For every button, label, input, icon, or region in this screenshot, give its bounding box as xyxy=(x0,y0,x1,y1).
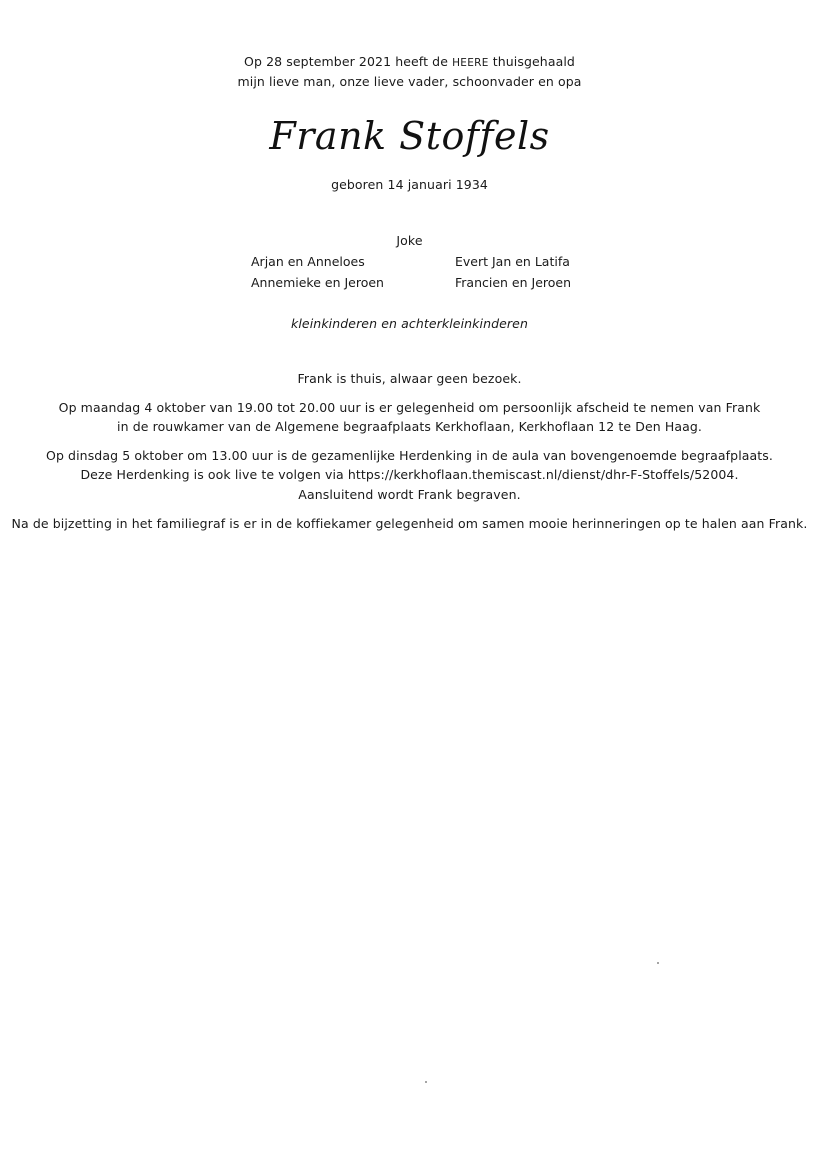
farewell-line-2: in de rouwkamer van de Algemene begraafplaats Kerkhoflaan, Kerkhoflaan 12 te Den Haag. xyxy=(117,419,702,434)
scan-speck xyxy=(657,962,659,964)
intro-text-post: thuisgehaald xyxy=(488,54,575,69)
intro-text-pre: Op 28 september 2021 heeft de xyxy=(244,54,453,69)
deceased-name: Frank Stoffels xyxy=(269,114,550,158)
scan-speck xyxy=(425,1081,427,1083)
spouse-name: Joke xyxy=(396,233,423,248)
child-couple: Evert Jan en Latifa xyxy=(455,254,570,269)
grandchildren-line: kleinkinderen en achterkleinkinderen xyxy=(291,316,528,331)
service-line-2: Deze Herdenking is ook live te volgen via https://kerkhoflaan.themiscast.nl/dienst/dhr-F-Stoffels/52004. xyxy=(80,467,739,482)
home-notice: Frank is thuis, alwaar geen bezoek. xyxy=(297,371,522,386)
intro-line-1 xyxy=(0,52,819,73)
birth-date: geboren 14 januari 1934 xyxy=(331,177,488,192)
service-line-1: Op dinsdag 5 oktober om 13.00 uur is de gezamenlijke Herdenking in de aula van bovengenoemde begraafplaats. xyxy=(46,448,773,463)
child-couple: Arjan en Anneloes xyxy=(251,254,365,269)
child-couple: Annemieke en Jeroen xyxy=(251,275,384,290)
farewell-line-1: Op maandag 4 oktober van 19.00 tot 20.00 uur is er gelegenheid om persoonlijk afscheid te nemen van Frank xyxy=(58,400,761,415)
service-line-3: Aansluitend wordt Frank begraven. xyxy=(298,487,521,502)
intro-heere: HEERE xyxy=(452,57,489,69)
coffee-notice: Na de bijzetting in het familiegraf is er in de koffiekamer gelegenheid om samen mooie herinneringen op te halen aan Frank. xyxy=(11,516,808,531)
intro-line-2: mijn lieve man, onze lieve vader, schoonvader en opa xyxy=(237,74,582,89)
children-list xyxy=(251,252,591,293)
child-couple: Francien en Jeroen xyxy=(455,275,572,290)
